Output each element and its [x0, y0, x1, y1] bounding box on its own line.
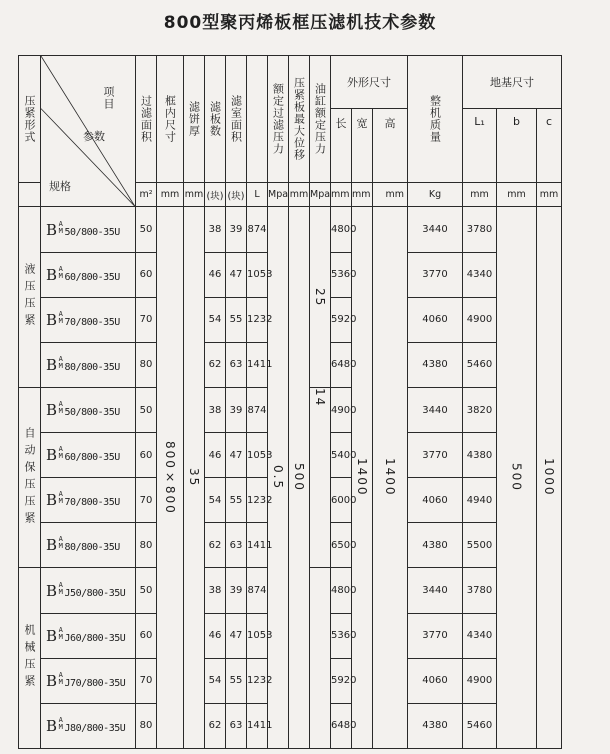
plates-cell: 54	[205, 297, 226, 342]
press-form-group-label: 液压压紧	[23, 263, 36, 332]
weight-cell: 4380	[408, 342, 463, 387]
l1-cell: 4340	[463, 252, 497, 297]
foundation-sub-0: L₁	[463, 108, 497, 182]
length-cell: 5920	[331, 658, 352, 703]
weight-cell: 4060	[408, 658, 463, 703]
volume-cell: 1053	[247, 613, 268, 658]
l1-cell: 4380	[463, 433, 497, 478]
foundation-unit-2: mm	[537, 183, 562, 207]
outer-sub-2: 高	[373, 108, 408, 182]
cake-thickness-cell: 35	[184, 207, 205, 749]
length-cell: 5360	[331, 252, 352, 297]
col-header-3	[205, 56, 226, 183]
chambers-cell: 39	[226, 387, 247, 432]
model-code: J50/800-35U	[64, 587, 126, 599]
press-form-header	[19, 56, 41, 183]
col-header-label: 框内尺寸	[163, 95, 177, 144]
press-form-group-label: 自动保压压紧	[23, 426, 36, 529]
press-form-blank	[19, 183, 41, 207]
area-cell: 70	[136, 478, 157, 523]
chambers-cell: 39	[226, 568, 247, 613]
l1-cell: 4340	[463, 613, 497, 658]
col-header-label: 滤室面积	[229, 95, 243, 144]
model-cell: B A M 70/800-35U	[41, 478, 136, 523]
plates-cell: 46	[205, 252, 226, 297]
area-cell: 50	[136, 207, 157, 252]
unit-7: mm	[289, 183, 310, 207]
l1-cell: 3780	[463, 568, 497, 613]
spec-table-body	[19, 56, 610, 749]
outer-dim-header	[331, 56, 408, 109]
model-code: 80/800-35U	[64, 542, 120, 554]
area-cell: 50	[136, 387, 157, 432]
frame-size-cell: 800×800	[157, 207, 184, 749]
col-header-label: 过滤面积	[139, 95, 153, 144]
unit-8: Mpa	[310, 183, 331, 207]
model-code: J60/800-35U	[64, 632, 126, 644]
model-cell: B A M 60/800-35U	[41, 252, 136, 297]
outer-dim-label: 外形尺寸	[347, 75, 391, 89]
unit-4: (块)	[226, 183, 247, 207]
model-cell: B A M J70/800-35U	[41, 658, 136, 703]
area-cell: 50	[136, 568, 157, 613]
area-cell: 80	[136, 342, 157, 387]
foundation-unit-1: mm	[497, 183, 537, 207]
outer-unit-2: mm	[373, 183, 408, 207]
l1-cell: 5500	[463, 523, 497, 568]
length-cell: 6500	[331, 523, 352, 568]
col-header-6	[268, 56, 289, 183]
chambers-cell: 55	[226, 478, 247, 523]
col-header-label: 油缸额定压力	[313, 83, 327, 156]
press-form-group-label: 机械压紧	[23, 624, 36, 693]
chambers-cell: 63	[226, 523, 247, 568]
param-label: 参数	[83, 130, 105, 143]
col-header-label: 滤板数	[208, 101, 222, 138]
volume-cell: 874	[247, 387, 268, 432]
volume-cell: 1411	[247, 342, 268, 387]
model-code: J70/800-35U	[64, 677, 126, 689]
weight-unit: Kg	[408, 183, 463, 207]
chambers-cell: 47	[226, 613, 247, 658]
col-header-4	[226, 56, 247, 183]
unit-3: (块)	[205, 183, 226, 207]
volume-cell: 1232	[247, 297, 268, 342]
model-cell: B A M J80/800-35U	[41, 703, 136, 748]
press-form-group	[19, 568, 41, 749]
weight-cell: 4060	[408, 478, 463, 523]
col-header-8	[310, 56, 331, 183]
plates-cell: 54	[205, 658, 226, 703]
l1-cell: 3820	[463, 387, 497, 432]
press-form-group	[19, 387, 41, 568]
model-cell: B A M 80/800-35U	[41, 342, 136, 387]
model-cell: B A M J50/800-35U	[41, 568, 136, 613]
area-cell: 80	[136, 523, 157, 568]
table-row	[19, 207, 610, 252]
length-cell: 4800	[331, 568, 352, 613]
col-header-label: 压紧板最大位移	[292, 77, 306, 162]
model-code: 50/800-35U	[64, 226, 120, 238]
model-cell: B A M 50/800-35U	[41, 207, 136, 252]
model-code: 80/800-35U	[64, 361, 120, 373]
volume-cell: 1411	[247, 523, 268, 568]
weight-header	[408, 56, 463, 183]
col-header-label: 滤饼厚	[187, 101, 201, 138]
area-cell: 60	[136, 433, 157, 478]
filter-pressure-cell: 0.5	[268, 207, 289, 749]
unit-2: mm	[184, 183, 205, 207]
model-cell: B A M 70/800-35U	[41, 297, 136, 342]
unit-5: L	[247, 183, 268, 207]
outer-sub-1: 宽	[352, 108, 373, 182]
model-code: 60/800-35U	[64, 452, 120, 464]
l1-cell: 5460	[463, 703, 497, 748]
weight-cell: 3770	[408, 613, 463, 658]
width-cell: 1400	[352, 207, 373, 749]
chambers-cell: 55	[226, 297, 247, 342]
plates-cell: 62	[205, 523, 226, 568]
weight-cell: 3440	[408, 387, 463, 432]
length-cell: 6480	[331, 342, 352, 387]
volume-cell: 1053	[247, 433, 268, 478]
area-cell: 60	[136, 252, 157, 297]
area-cell: 70	[136, 658, 157, 703]
length-cell: 6000	[331, 478, 352, 523]
weight-cell: 4380	[408, 703, 463, 748]
c-cell: 1000	[537, 207, 562, 749]
chambers-cell: 47	[226, 252, 247, 297]
model-code: 70/800-35U	[64, 497, 120, 509]
weight-cell: 4060	[408, 297, 463, 342]
model-code: 50/800-35U	[64, 407, 120, 419]
plates-cell: 38	[205, 568, 226, 613]
length-cell: 4800	[331, 207, 352, 252]
model-cell: B A M 50/800-35U	[41, 387, 136, 432]
volume-cell: 1053	[247, 252, 268, 297]
weight-cell: 3440	[408, 568, 463, 613]
chambers-cell: 63	[226, 342, 247, 387]
model-label: 规格	[49, 180, 71, 193]
col-header-2	[184, 56, 205, 183]
col-header-7	[289, 56, 310, 183]
volume-cell: 1411	[247, 703, 268, 748]
col-header-1	[157, 56, 184, 183]
model-code: J80/800-35U	[64, 722, 126, 734]
weight-label: 整机质量	[428, 95, 442, 144]
chambers-cell: 55	[226, 658, 247, 703]
height-cell: 1400	[373, 207, 408, 749]
l1-cell: 3780	[463, 207, 497, 252]
cylinder-pressure-auto-cell: 14	[310, 387, 331, 568]
weight-cell: 3770	[408, 252, 463, 297]
cylinder-pressure-mech-cell	[310, 568, 331, 749]
model-code: 70/800-35U	[64, 316, 120, 328]
plates-cell: 62	[205, 342, 226, 387]
diagonal-header-cell	[41, 56, 136, 207]
plates-cell: 46	[205, 433, 226, 478]
col-header-label: 额定过滤压力	[271, 83, 285, 156]
volume-cell: 874	[247, 207, 268, 252]
spec-table	[18, 55, 610, 749]
b-cell: 500	[497, 207, 537, 749]
volume-cell: 1232	[247, 658, 268, 703]
plates-cell: 62	[205, 703, 226, 748]
page-title: 800型聚丙烯板框压滤机技术参数	[163, 13, 437, 33]
foundation-sub-1: b	[497, 108, 537, 182]
length-cell: 4900	[331, 387, 352, 432]
outer-unit-1: mm	[352, 183, 373, 207]
area-cell: 70	[136, 297, 157, 342]
unit-6: Mpa	[268, 183, 289, 207]
l1-cell: 5460	[463, 342, 497, 387]
l1-cell: 4900	[463, 658, 497, 703]
foundation-unit-0: mm	[463, 183, 497, 207]
length-cell: 5920	[331, 297, 352, 342]
length-cell: 6480	[331, 703, 352, 748]
chambers-cell: 63	[226, 703, 247, 748]
col-header-5	[247, 56, 268, 183]
press-form-group	[19, 207, 41, 388]
volume-cell: 1232	[247, 478, 268, 523]
model-cell: B A M 60/800-35U	[41, 433, 136, 478]
foundation-label: 地基尺寸	[490, 75, 534, 89]
max-displacement-cell: 500	[289, 207, 310, 749]
plates-cell: 38	[205, 207, 226, 252]
chambers-cell: 47	[226, 433, 247, 478]
outer-unit-0: mm	[331, 183, 352, 207]
l1-cell: 4900	[463, 297, 497, 342]
weight-cell: 3770	[408, 433, 463, 478]
plates-cell: 46	[205, 613, 226, 658]
unit-1: mm	[157, 183, 184, 207]
weight-cell: 4380	[408, 523, 463, 568]
chambers-cell: 39	[226, 207, 247, 252]
l1-cell: 4940	[463, 478, 497, 523]
foundation-sub-2: c	[537, 108, 562, 182]
plates-cell: 54	[205, 478, 226, 523]
foundation-header	[463, 56, 562, 109]
plates-cell: 38	[205, 387, 226, 432]
length-cell: 5360	[331, 613, 352, 658]
model-code: 60/800-35U	[64, 271, 120, 283]
model-cell: B A M 80/800-35U	[41, 523, 136, 568]
area-cell: 60	[136, 613, 157, 658]
area-cell: 80	[136, 703, 157, 748]
volume-cell: 874	[247, 568, 268, 613]
model-cell: B A M J60/800-35U	[41, 613, 136, 658]
unit-0: m²	[136, 183, 157, 207]
cylinder-pressure-hydraulic-cell: 25	[310, 207, 331, 388]
length-cell: 5400	[331, 433, 352, 478]
weight-cell: 3440	[408, 207, 463, 252]
outer-sub-0: 长	[331, 108, 352, 182]
col-header-0	[136, 56, 157, 183]
item-label: 项目	[102, 86, 115, 110]
press-form-label: 压紧形式	[23, 95, 36, 144]
